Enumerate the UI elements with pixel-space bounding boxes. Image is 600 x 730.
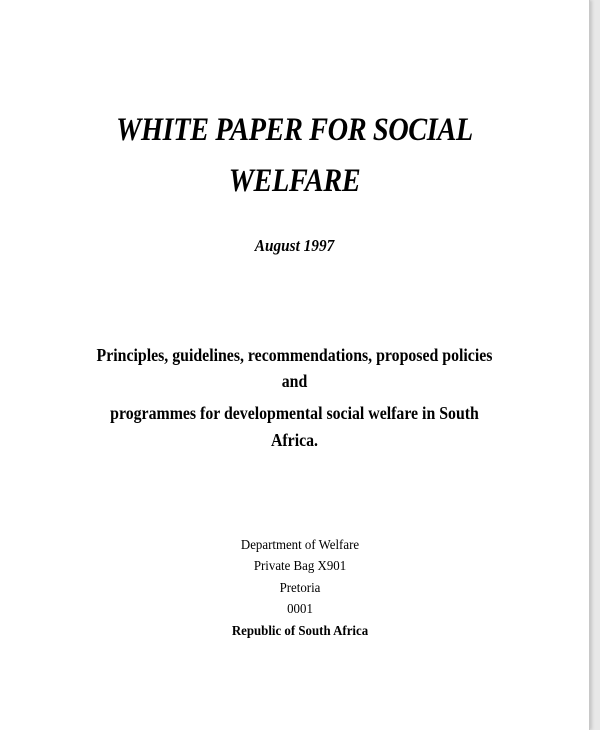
address-city: Pretoria — [279, 581, 321, 596]
address-private-bag: Private Bag X901 — [253, 559, 347, 574]
subtitle-line-2: and — [281, 371, 308, 391]
document-title-line-2: WELFARE — [228, 163, 361, 199]
document-title-line-1: WHITE PAPER FOR SOCIAL — [116, 112, 473, 148]
address-department: Department of Welfare — [240, 538, 360, 553]
document-date: August 1997 — [254, 236, 335, 255]
subtitle-line-4: Africa. — [270, 430, 319, 450]
subtitle-line-3: programmes for developmental social welfare in South — [110, 403, 479, 423]
subtitle-line-1: Principles, guidelines, recommendations, proposed policies — [96, 345, 493, 365]
address-postal-code: 0001 — [287, 602, 313, 617]
address-country: Republic of South Africa — [231, 624, 369, 639]
